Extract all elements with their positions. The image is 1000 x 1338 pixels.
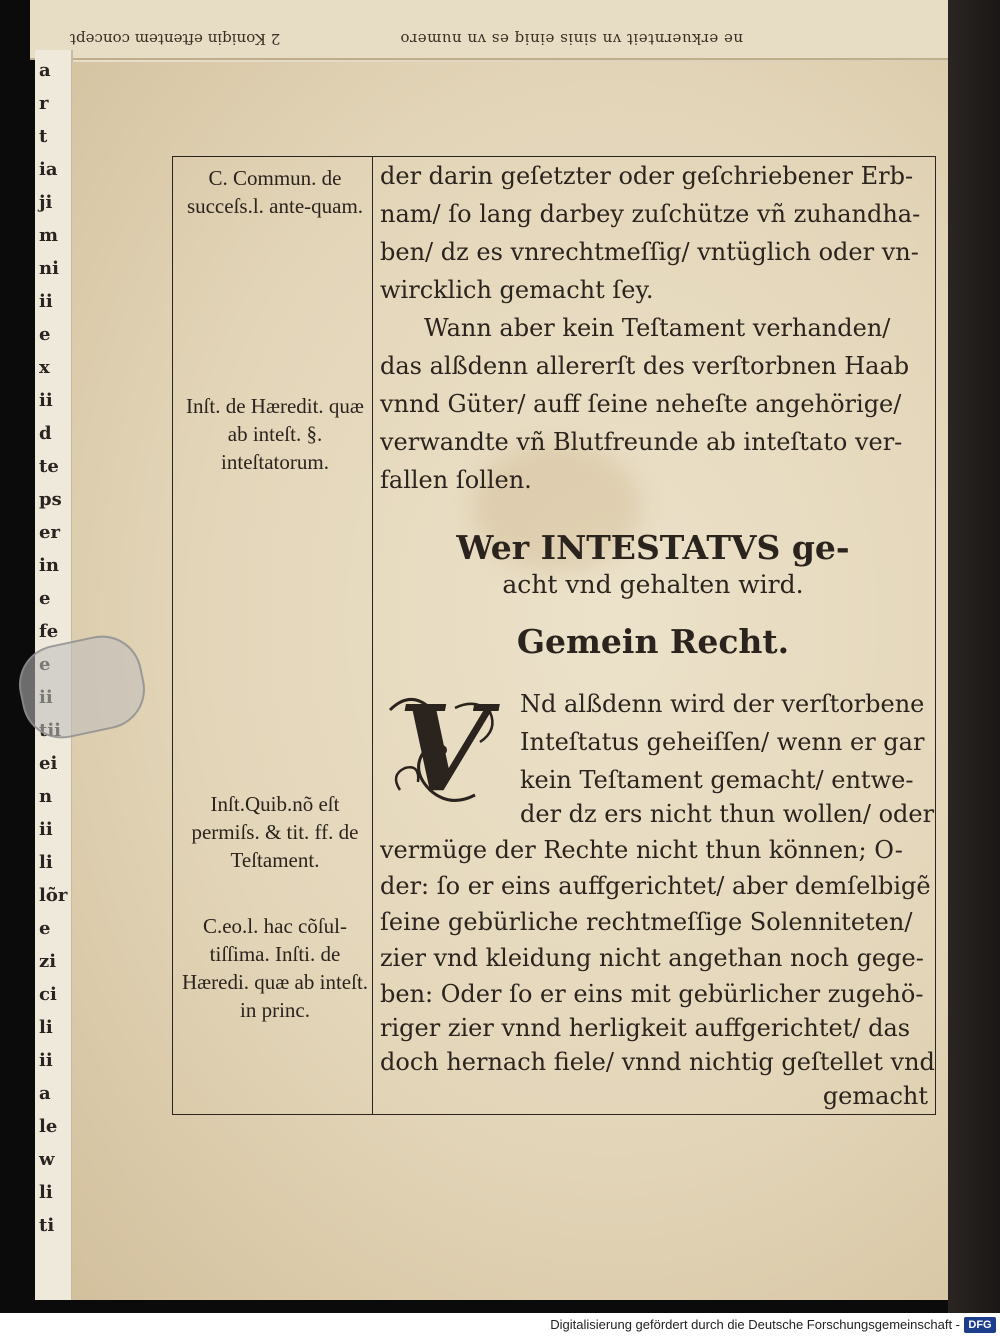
section-heading-line2: acht vnd gehalten wird. [502, 570, 804, 599]
strip-text-fragment: x [39, 357, 50, 378]
section-subheading: Gemein Recht. [516, 622, 790, 661]
catchword: gemacht [822, 1082, 928, 1110]
strip-text-fragment: ii [39, 390, 53, 411]
body-line: fallen ſollen. [380, 466, 532, 494]
strip-text-fragment: le [39, 1116, 58, 1137]
strip-text-fragment: t [39, 126, 48, 147]
body-line: kein Teſtament gemacht/ entwe- [520, 766, 914, 794]
body-line: vermüge der Rechte nicht thun können; O- [380, 836, 903, 864]
strip-text-fragment: ii [39, 1050, 53, 1071]
facing-page-text-left: 2 Koniqin eftentem concept [70, 30, 281, 48]
strip-text-fragment: a [39, 1083, 51, 1104]
strip-text-fragment: d [39, 423, 52, 444]
dfg-logo: DFG [964, 1317, 996, 1333]
strip-text-fragment: n [39, 786, 53, 807]
strip-text-fragment: ps [39, 489, 62, 510]
strip-text-fragment: w [39, 1149, 55, 1170]
binding-edge [948, 0, 1000, 1313]
strip-text-fragment: fe [39, 621, 59, 642]
strip-text-fragment: ni [39, 258, 59, 279]
body-line: Wann aber kein Teſtament verhanden/ [424, 314, 891, 342]
footer-credit: Digitalisierung gefördert durch die Deutsche Forschungsgemeinschaft - [550, 1317, 960, 1332]
body-line: verwandte vñ Blutfreunde ab inteſtato ver- [380, 428, 903, 456]
strip-text-fragment: ji [39, 192, 53, 213]
body-line: riger zier vnnd herligkeit auffgerichtet/ das [380, 1014, 911, 1042]
margin-note-4: C.eo.l. hac cõſul-tiſſima. Inſti. de Hæredi. quæ ab inteſt. in princ. [181, 914, 369, 1022]
strip-text-fragment: er [39, 522, 60, 543]
body-line: doch hernach fiele/ vnnd nichtig geſtellet vnd [380, 1048, 935, 1076]
strip-text-fragment: ci [39, 984, 57, 1005]
digitization-footer [0, 1313, 1000, 1338]
body-line: nam/ ſo lang darbey zuſchütze vñ zuhandha- [380, 200, 921, 228]
strip-text-fragment: te [39, 456, 59, 477]
body-line: ſeine gebürliche rechtmeſſige Solenniteten/ [380, 908, 913, 936]
strip-text-fragment: ii [39, 291, 53, 312]
body-line: der dz ers nicht thun wollen/ oder [520, 800, 935, 828]
strip-text-fragment: r [39, 93, 49, 114]
strip-text-fragment: ii [39, 819, 53, 840]
strip-text-fragment: e [39, 324, 51, 345]
body-line: Inteſtatus geheiſſen/ wenn er gar [520, 728, 925, 756]
strip-text-fragment: li [39, 852, 53, 873]
section-heading: Wer INTESTATVS ge- [456, 528, 850, 567]
strip-text-fragment: li [39, 1017, 53, 1038]
body-line: wircklich gemacht ſey. [380, 276, 654, 304]
margin-note-1: C. Commun. de succeſs.l. ante-quam. [186, 166, 364, 218]
body-line: ben: Oder ſo er eins mit gebürlicher zugehö- [380, 980, 924, 1008]
body-line: der: ſo er eins auffgerichtet/ aber demſelbigẽ [380, 872, 931, 900]
strip-text-fragment: e [39, 918, 51, 939]
body-line: das alßdenn allererſt des verſtorbnen Haab [380, 352, 910, 380]
strip-text-fragment: li [39, 1182, 53, 1203]
strip-text-fragment: m [39, 225, 59, 246]
strip-text-fragment: ti [39, 1215, 55, 1236]
body-line: zier vnd kleidung nicht angethan noch gege- [380, 944, 924, 972]
body-line: ben/ dz es vnrechtmeſſig/ vntüglich oder vn- [380, 238, 919, 266]
body-line: Nd alßdenn wird der verſtorbene [520, 690, 925, 718]
margin-note-2: Inſt. de Hæredit. quæ ab inteſt. §. inteſtatorum. [186, 394, 364, 474]
margin-note-3: Inſt.Quib.nõ eſt permiſs. & tit. ff. de Teſtament. [191, 792, 359, 872]
facing-page-text: ne erkuernteit vn sinis einiq es vn numero [400, 30, 744, 48]
body-line: vnnd Güter/ auff ſeine neheſte angehörige/ [380, 390, 902, 418]
strip-text-fragment: lõr [39, 885, 68, 906]
body-line: der darin geſetzter oder geſchriebener Erb- [380, 162, 914, 190]
strip-text-fragment: a [39, 60, 51, 81]
strip-text-fragment: e [39, 588, 51, 609]
strip-text-fragment: ei [39, 753, 58, 774]
strip-text-fragment: zi [39, 951, 57, 972]
strip-text-fragment: in [39, 555, 59, 576]
strip-text-fragment: ia [39, 159, 58, 180]
drop-cap-initial: V [398, 679, 490, 818]
facing-page-top [30, 0, 970, 60]
